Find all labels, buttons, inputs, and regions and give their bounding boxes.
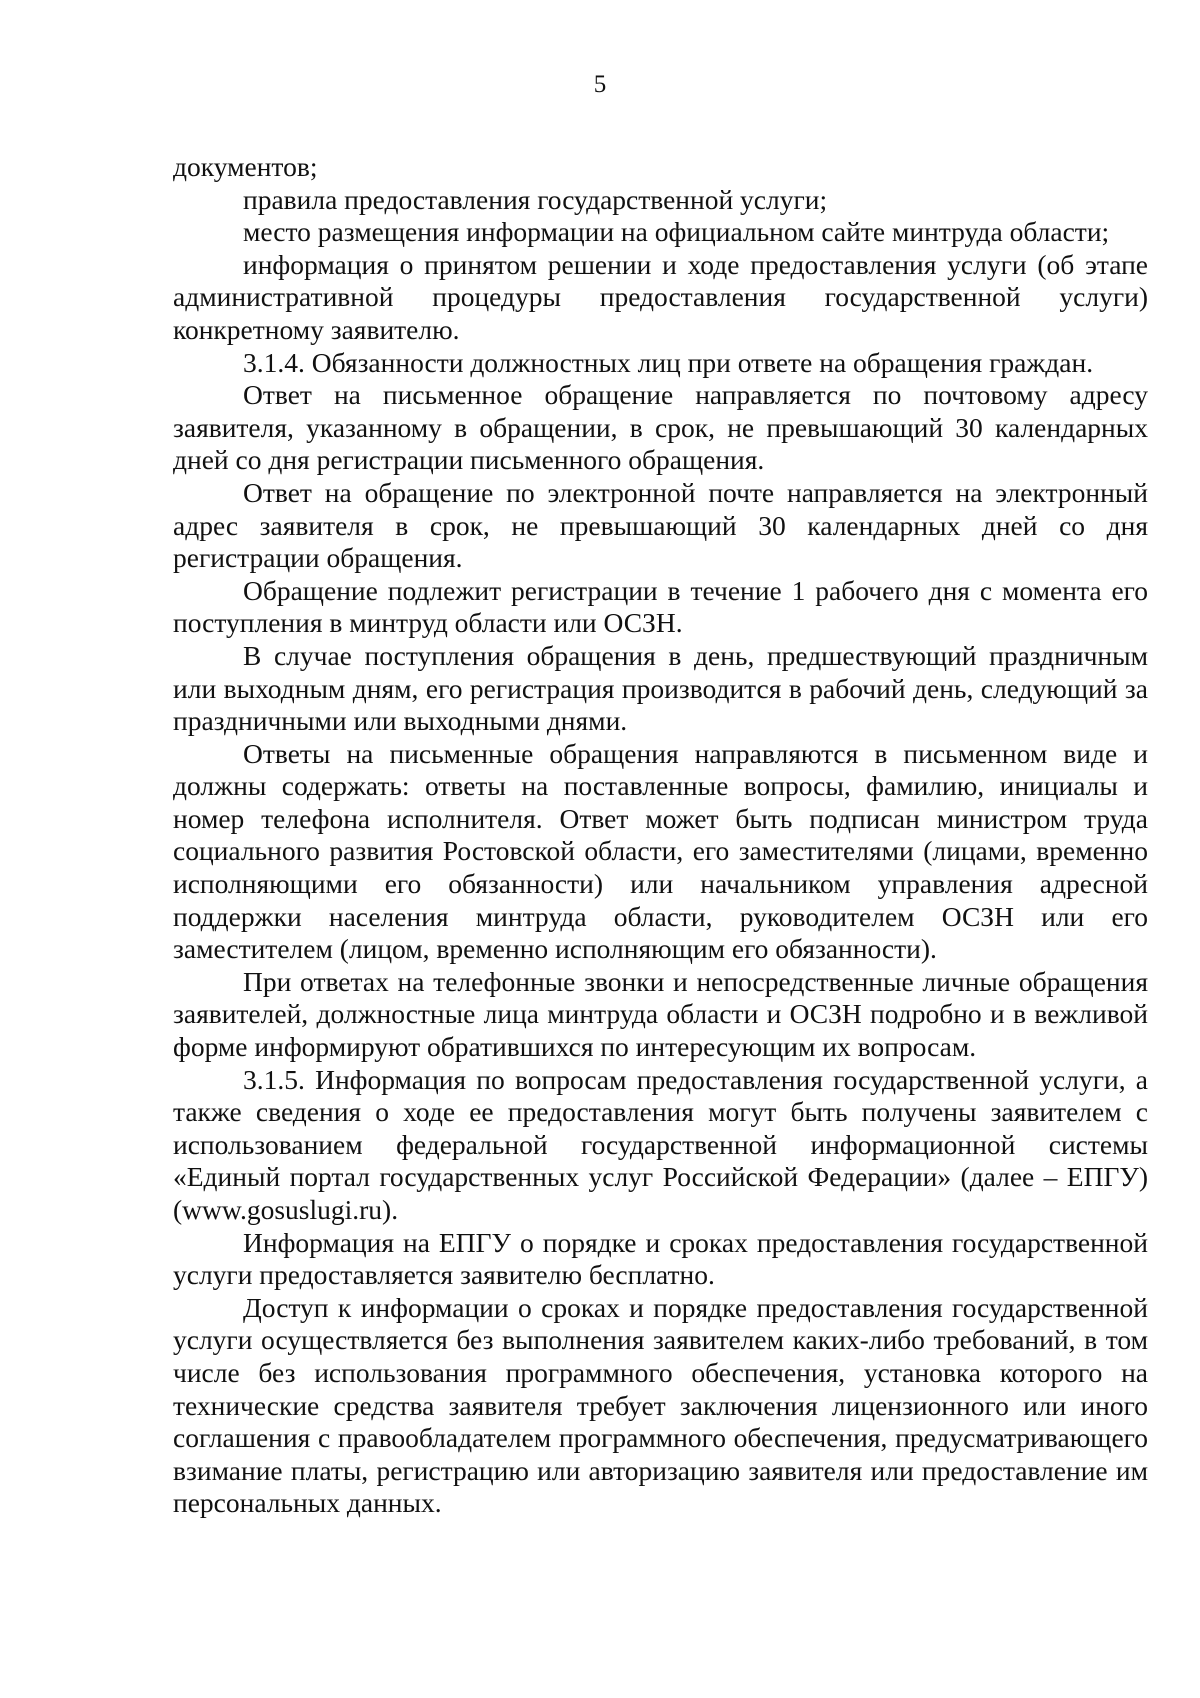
document-body	[173, 151, 1148, 1520]
paragraph: информация о принятом решении и ходе предоставления услуги (об этапе административной процедуры предоставления государственной услуги) конкретному заявителю.	[173, 248, 1148, 345]
paragraph: Ответ на обращение по электронной почте направляется на электронный адрес заявителя в срок, не превышающий 30 календарных дней со дня регистрации обращения.	[173, 476, 1148, 574]
page-number: 5	[593, 71, 607, 98]
paragraph: правила предоставления государственной услуги;	[243, 183, 828, 215]
paragraph: Ответы на письменные обращения направляются в письменном виде и должны содержать: ответы на поставленные вопросы, фамилию, инициалы и номер телефона исполнителя. Ответ может быть подписан министром труда социального развития Ростовской области, его заместителями (лицами, временно исполняющими его обязанности) или начальником управления адресной поддержки населения минтруда области, руководителем ОСЗН или его заместителем (лицом, временно исполняющим его обязанности).	[173, 737, 1148, 965]
section-heading: 3.1.4. Обязанности должностных лиц при ответе на обращения граждан.	[243, 346, 1094, 378]
paragraph: Информация на ЕПГУ о порядке и сроках предоставления государственной услуги предоставляется заявителю бесплатно.	[173, 1226, 1148, 1291]
paragraph: Доступ к информации о сроках и порядке предоставления государственной услуги осуществляется без выполнения заявителем каких-либо требований, в том числе без использования программного обеспечения, установка которого на технические средства заявителя требует заключения лицензионного или иного соглашения с правообладателем программного обеспечения, предусматривающего взимание платы, регистрацию или авторизацию заявителя или предоставление им персональных данных.	[173, 1291, 1148, 1519]
section-heading: 3.1.5. Информация по вопросам предоставления государственной услуги, а также сведения о ходе ее предоставления могут быть получены заявителем с использованием федеральной государственной информационной системы «Единый портал государственных услуг Российской Федерации» (далее – ЕПГУ) (www.gosuslugi.ru).	[173, 1063, 1148, 1225]
paragraph: Ответ на письменное обращение направляется по почтовому адресу заявителя, указанному в обращении, в срок, не превышающий 30 календарных дней со дня регистрации письменного обращения.	[173, 379, 1148, 476]
paragraph: В случае поступления обращения в день, предшествующий праздничным или выходным дням, его регистрация производится в рабочий день, следующий за праздничными или выходными днями.	[173, 639, 1148, 737]
paragraph: документов;	[173, 151, 318, 182]
paragraph: Обращение подлежит регистрации в течение 1 рабочего дня с момента его поступления в минтруд области или ОСЗН.	[173, 574, 1148, 639]
paragraph: место размещения информации на официальном сайте минтруда области;	[243, 216, 1110, 248]
paragraph: При ответах на телефонные звонки и непосредственные личные обращения заявителей, должностные лица минтруда области и ОСЗН подробно и в вежливой форме информируют обратившихся по интересующим их вопросам.	[173, 965, 1148, 1063]
